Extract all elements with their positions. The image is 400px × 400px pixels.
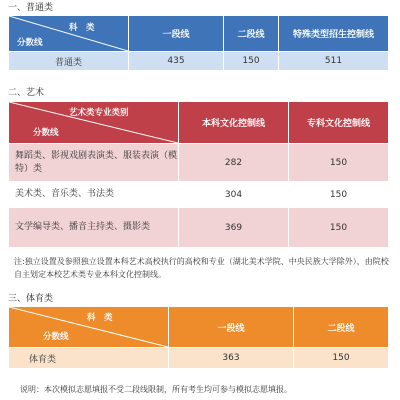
row-value1: 304 xyxy=(179,182,289,208)
row-value2: 150 xyxy=(289,144,389,182)
header-col3: 特殊类型招生控制线 xyxy=(279,16,389,52)
row-value1: 363 xyxy=(169,348,294,369)
row-category: 美术类、音乐类、书法类 xyxy=(9,182,179,208)
header-col1: 本科文化控制线 xyxy=(179,102,289,144)
art-note: 注:独立设置及参照独立设置本科艺术高校执行的高校和专业（湖北美术学院、中央民族大学除外），由院校自主划定本校艺术类专业本科文化控制线。 xyxy=(14,257,389,279)
diag-top-label: 科 类 xyxy=(69,23,95,33)
header-col2: 专科文化控制线 xyxy=(289,102,389,144)
diag-bottom-label: 分数线 xyxy=(43,332,69,342)
row-category: 普通类 xyxy=(9,52,129,71)
table-row xyxy=(9,182,389,208)
table-row xyxy=(9,144,389,182)
art-score-table xyxy=(8,101,389,248)
diagonal-header-cell xyxy=(9,16,129,52)
section-heading-art: 二、艺术 xyxy=(8,88,45,98)
diagonal-header-cell xyxy=(9,102,179,144)
table-header-row xyxy=(9,16,389,52)
row-value3: 511 xyxy=(279,52,389,71)
row-value1: 369 xyxy=(179,208,289,248)
row-category: 舞蹈类、影视戏剧表演类、服装表演（模特）类 xyxy=(9,144,179,182)
row-value2: 150 xyxy=(224,52,279,71)
table-row xyxy=(9,52,389,71)
diag-bottom-label: 分数线 xyxy=(17,38,43,48)
table-header-row xyxy=(9,102,389,144)
row-value2: 150 xyxy=(289,208,389,248)
diag-top-label: 艺术类专业类别 xyxy=(69,108,129,118)
general-score-table xyxy=(8,15,389,71)
sports-score-table xyxy=(8,306,389,369)
row-value1: 282 xyxy=(179,144,289,182)
section-heading-general: 一、普通类 xyxy=(8,3,54,13)
table-row xyxy=(9,348,389,369)
diagonal-header-cell xyxy=(9,307,169,348)
header-col2: 二段线 xyxy=(224,16,279,52)
table-header-row xyxy=(9,307,389,348)
row-value2: 150 xyxy=(289,182,389,208)
row-value1: 435 xyxy=(129,52,224,71)
row-value2: 150 xyxy=(294,348,389,369)
header-col1: 一段线 xyxy=(129,16,224,52)
table-row xyxy=(9,208,389,248)
section-heading-sports: 三、体育类 xyxy=(8,294,54,304)
footer-note: 说明：本次模拟志愿填报不受二段线限制，所有考生均可参与模拟志愿填报。 xyxy=(20,385,292,394)
diag-bottom-label: 分数线 xyxy=(33,128,59,138)
header-col2: 二段线 xyxy=(294,307,389,348)
row-category: 体育类 xyxy=(9,348,169,369)
header-col1: 一段线 xyxy=(169,307,294,348)
row-category: 文学编导类、播音主持类、摄影类 xyxy=(9,208,179,248)
diag-top-label: 科 类 xyxy=(87,313,113,323)
